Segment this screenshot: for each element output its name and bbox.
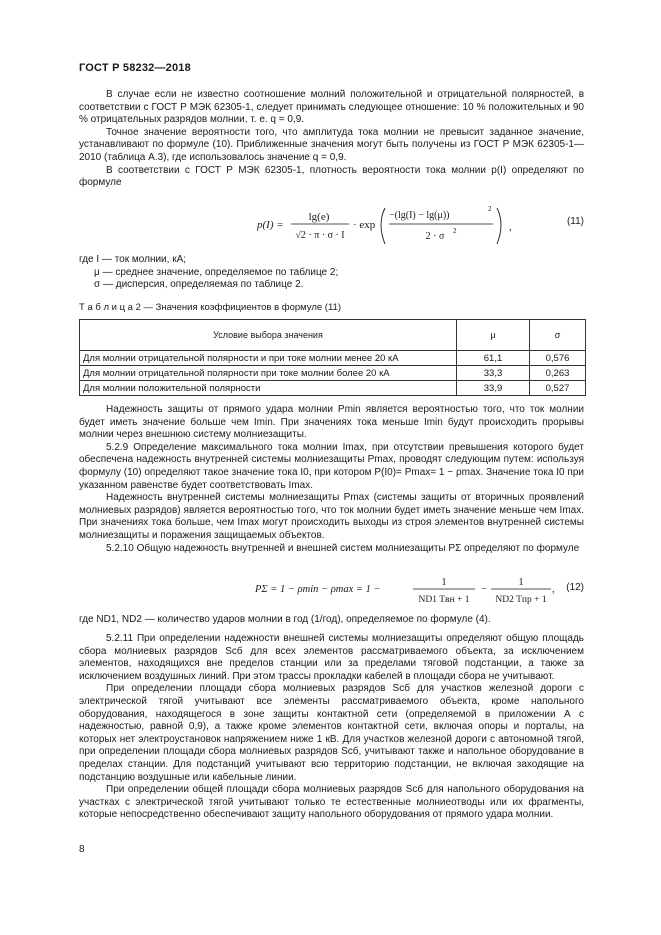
paragraph: Точное значение вероятности того, что амплитуда тока молнии не превысит заданное значение, устанавливают по формуле (10). Приближенные значения могут быть получены из ГОСТ Р МЭК 62305-1—2010 (таблица А.3), где использовалось значение q = 0,9.	[79, 126, 584, 163]
table-row	[80, 366, 586, 381]
formula-12-legend	[79, 614, 584, 627]
table-row	[80, 351, 586, 366]
formula-11-exp-den-power: 2	[453, 227, 457, 235]
table-cell: Для молнии положительной полярности	[80, 381, 457, 396]
paragraph: В соответствии с ГОСТ Р МЭК 62305-1, плотность вероятности тока молнии p(I) определяют по формуле	[79, 164, 584, 189]
table-header-sigma: σ	[530, 320, 586, 351]
table-cell: 0,263	[530, 366, 586, 381]
formula-12-minus: −	[481, 584, 487, 595]
table-header-condition: Условие выбора значения	[80, 320, 457, 351]
table-header-row	[80, 320, 586, 351]
text-block-intro	[79, 89, 584, 190]
formula-11-numerator: lg(e)	[308, 211, 330, 223]
table-cell: Для молнии отрицательной полярности при токе молнии более 20 кА	[80, 366, 457, 381]
table-cell: 33,3	[457, 366, 530, 381]
formula-11-expression	[257, 202, 517, 250]
page-number: 8	[79, 844, 85, 855]
formula-11	[79, 202, 584, 246]
formula-12-expression	[255, 572, 555, 610]
formula-11-exp-power: 2	[488, 205, 492, 213]
table-header-mu: μ	[457, 320, 530, 351]
legend-line: где I — ток молнии, кА;	[79, 254, 187, 265]
table-cell: 33,9	[457, 381, 530, 396]
formula-11-denominator: √2 · π · σ · I	[295, 230, 345, 241]
coefficients-table	[79, 319, 586, 396]
text-block-collection-area	[79, 633, 584, 822]
paragraph: Надежность защиты от прямого удара молнии Pmin является вероятностью того, что ток молнии будет иметь значение больше чем Imin. При значениях тока меньше Imin будут происходить прорывы молнии через внешнюю систему молниезащиты.	[79, 404, 584, 441]
table-cell: 61,1	[457, 351, 530, 366]
formula-11-exp: · exp	[353, 219, 376, 231]
formula-12-fraction2-denominator: ND2 Tпр + 1	[495, 595, 547, 605]
formula-11-tail: ,	[509, 221, 512, 233]
formula-12-fraction1-denominator: ND1 Tвн + 1	[418, 595, 470, 605]
formula-11-number: (11)	[566, 216, 584, 227]
formula-11-exp-numerator: −(lg(I) − lg(μ))	[389, 210, 450, 221]
paragraph: 5.2.9 Определение максимального тока молнии Imax, при отсутствии превышения которого будет обеспечена надежность внутренней системы молниезащиты Pmax, проводят следующим путем: используя формулу (10) определяют такое значение тока I0, при котором P(I0)= Pmax= 1 − ρmax. Значение тока I0 при указанном равенстве будет соответствовать Imax.	[79, 441, 584, 491]
formula-11-legend	[79, 254, 584, 292]
paragraph: Надежность внутренней системы молниезащиты Pmax (системы защиты от вторичных проявлений молниевых разрядов) является вероятностью того, что ток молнии будет иметь значение меньше чем Imax. При значениях тока больше, чем Imax могут происходить выходы из строя элементов внутренней системы молниезащиты и поражения защищаемых объектов.	[79, 492, 584, 541]
legend-line: μ — среднее значение, определяемое по таблице 2;	[94, 266, 339, 278]
table-cell: 0,527	[530, 381, 586, 396]
legend-line: где ND1, ND2 — количество ударов молнии в год (1/год), определяемое по формуле (4).	[79, 614, 491, 625]
formula-11-lhs: p(I) =	[257, 219, 284, 231]
document-header: ГОСТ Р 58232—2018	[79, 62, 191, 74]
paragraph: При определении площади сбора молниевых разрядов Sсб для участков железной дороги с электрической тягой учитывают все элементы рассматриваемого объекта, кроме напольного оборудования, находящегося в зоне защиты контактной сети (определяемой в приложении А с надежностью, равной 0,9), а также кроме элементов контактной сети, включая опоры и порталы, на которых нет электроустановок напряжением ниже 1 кВ. Для участков железной дороги с автономной тягой, при определении площади сбора молниевых разрядов Sсб, учитывают также и напольное оборудование в пределах станции. Для подстанций учитывают всю территорию подстанции, не включая заходящие на подстанцию воздушные или кабельные линии.	[79, 683, 584, 783]
table-cell: 0,576	[530, 351, 586, 366]
text-block-reliability	[79, 404, 584, 555]
table-row	[80, 381, 586, 396]
formula-11-exp-denominator: 2 · σ	[425, 231, 445, 242]
formula-12-fraction1-numerator: 1	[441, 577, 447, 588]
table-caption: Т а б л и ц а 2 — Значения коэффициентов в формуле (11)	[79, 302, 341, 313]
paragraph: В случае если не известно соотношение молний положительной и отрицательной полярностей, в соответствии с ГОСТ Р МЭК 62305-1, следует принимать следующее отношение: 10 % положительных и 90 % отрицательных разрядов молнии, т. е. q = 0,9.	[79, 89, 584, 126]
formula-12	[79, 572, 584, 610]
formula-12-lhs: PΣ = 1 − ρmin − ρmax = 1 −	[255, 584, 381, 595]
table-cell: Для молнии отрицательной полярности и при токе молнии менее 20 кА	[80, 351, 457, 366]
formula-12-fraction2-numerator: 1	[518, 577, 524, 588]
formula-12-number: (12)	[566, 582, 584, 593]
paragraph: При определении общей площади сбора молниевых разрядов Sсб для напольного оборудования на участках с электрической тягой учитывают только те естественные молниеотводы или их фрагменты, которые непосредственно обеспечивают защиту напольного оборудования от прямого удара молнии.	[79, 784, 584, 821]
paragraph: 5.2.11 При определении надежности внешней системы молниезащиты определяют общую площадь сбора молниевых разрядов Sсб для всех элементов рассматриваемого объекта, за исключением элементов, находящихся вне пределов станции или за пределами тяговой подстанции, а также за исключением воздушных линий. При этом трассы прокладки кабелей в площади сбора не учитывают.	[79, 633, 584, 682]
formula-12-tail: ,	[552, 584, 555, 595]
legend-line: σ — дисперсия, определяемая по таблице 2.	[94, 279, 304, 291]
paragraph: 5.2.10 Общую надежность внутренней и внешней систем молниезащиты PΣ определяют по формуле	[106, 542, 580, 554]
